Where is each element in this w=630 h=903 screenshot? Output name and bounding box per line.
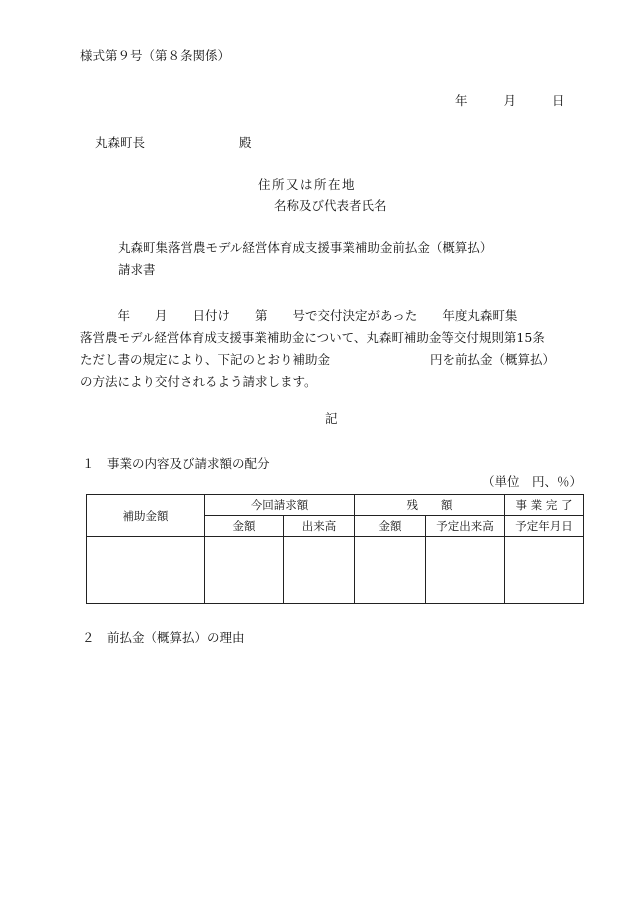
date-month: 月 <box>503 93 516 108</box>
addressee-name: 丸森町長 <box>95 135 146 150</box>
table-cell <box>284 537 355 604</box>
address-label: 住所又は所在地 <box>258 177 357 192</box>
header-remaining: 残 額 <box>355 495 505 516</box>
document-title: 丸森町集落営農モデル経営体育成支援事業補助金前払金（概算払） <box>118 240 493 255</box>
body-line: ただし書の規定により、下記のとおり補助金 円を前払金（概算払） <box>80 352 556 367</box>
document-title-suffix: 請求書 <box>118 262 156 277</box>
table-cell <box>426 537 505 604</box>
header-current-request: 今回請求額 <box>205 495 355 516</box>
body-line: 年 月 日付け 第 号で交付決定があった 年度丸森町集 <box>80 308 518 323</box>
body-line: 落営農モデル経営体育成支援事業補助金について、丸森町補助金等交付規則第15条 <box>80 330 545 345</box>
section-2-heading: ２ 前払金（概算払）の理由 <box>82 630 245 645</box>
header-planned-progress: 予定出来高 <box>426 516 505 537</box>
allocation-table <box>86 494 584 604</box>
header-current-amount: 金額 <box>205 516 284 537</box>
table-cell <box>355 537 426 604</box>
table-cell <box>87 537 205 604</box>
unit-note: （単位 円、％） <box>482 474 583 489</box>
ki-heading: 記 <box>325 411 338 426</box>
table-cell <box>205 537 284 604</box>
date-line <box>455 95 564 108</box>
header-completion-bottom: 予定年月日 <box>505 516 584 537</box>
form-number: 様式第９号（第８条関係） <box>80 48 231 63</box>
header-subsidy-amount: 補助金額 <box>87 495 205 537</box>
header-current-progress: 出来高 <box>284 516 355 537</box>
header-completion-top: 事 業 完 了 <box>505 495 584 516</box>
date-day: 日 <box>551 93 565 108</box>
representative-name-label: 名称及び代表者氏名 <box>274 198 387 213</box>
section-1-heading: １ 事業の内容及び請求額の配分 <box>82 456 270 471</box>
request-body-text <box>80 305 590 393</box>
header-remaining-amount: 金額 <box>355 516 426 537</box>
body-line: の方法により交付されるよう請求します。 <box>80 374 317 389</box>
addressee <box>95 137 252 150</box>
honorific: 殿 <box>239 135 252 150</box>
date-year: 年 <box>455 93 468 108</box>
table-cell <box>505 537 584 604</box>
